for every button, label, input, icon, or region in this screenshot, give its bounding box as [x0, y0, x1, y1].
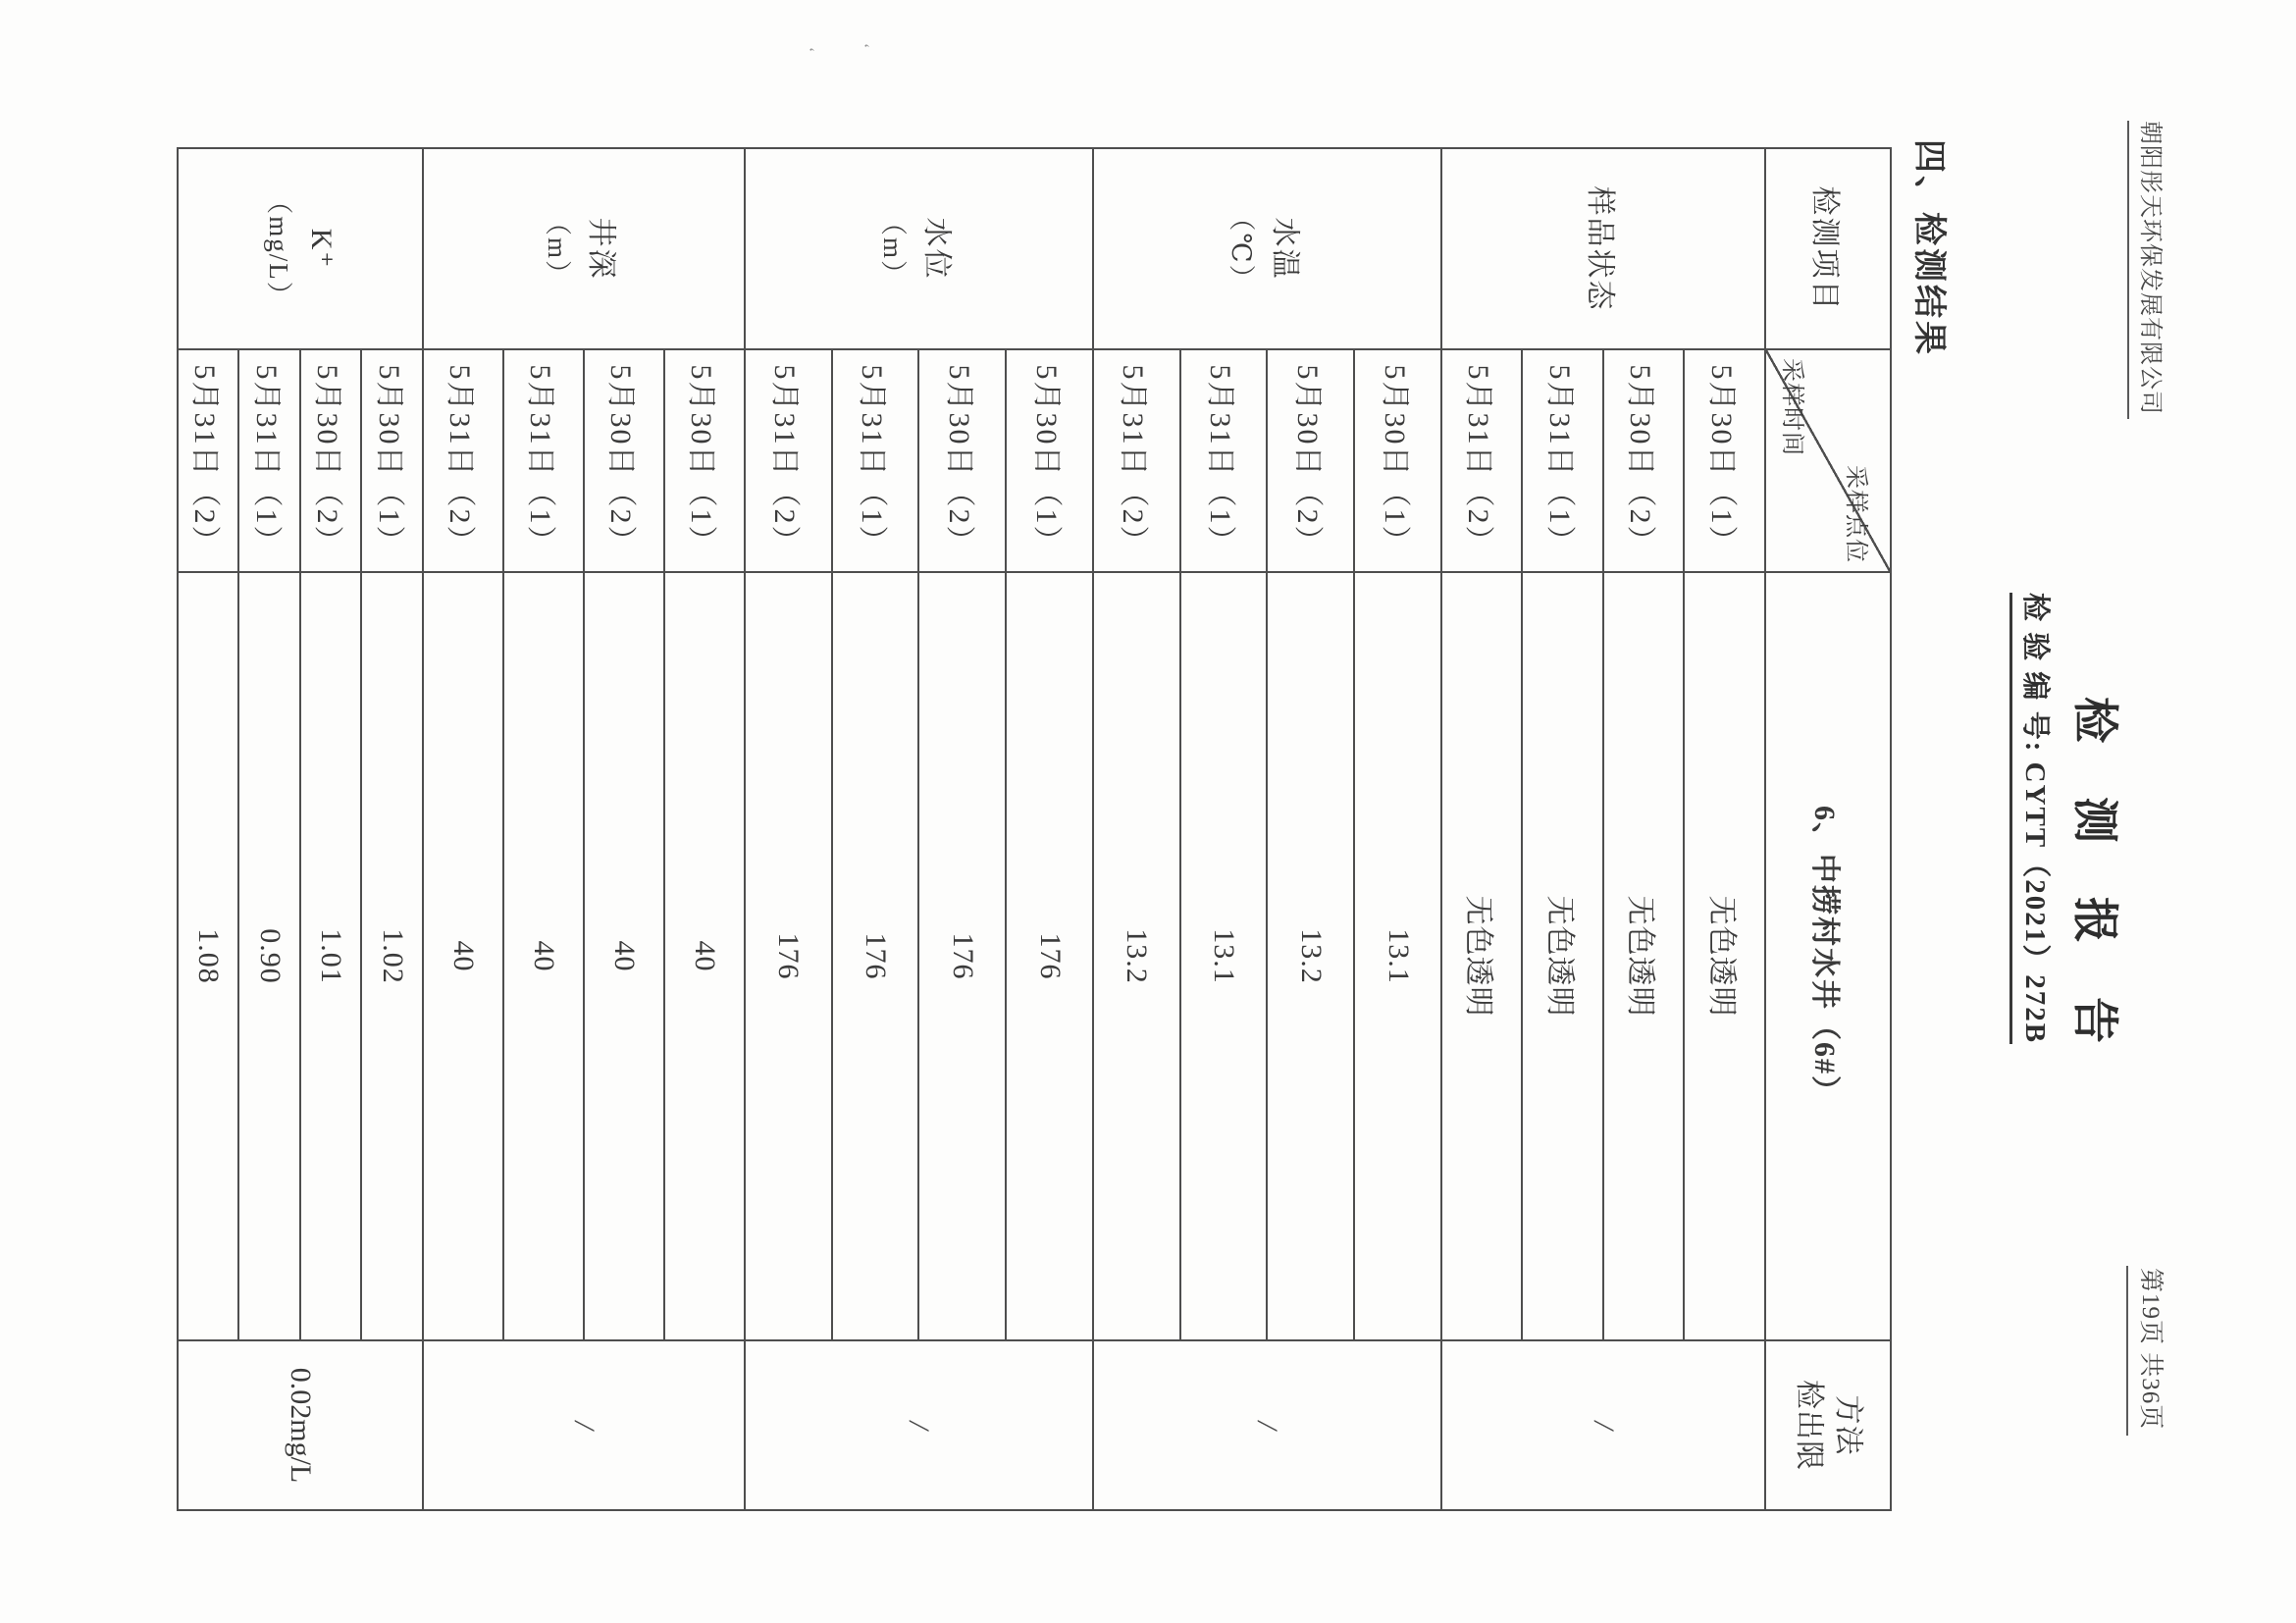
sampling-time-cell: 5月31日（2）: [745, 349, 832, 572]
table-row: [584, 148, 664, 1510]
item-label-cell: [178, 148, 423, 349]
sampling-time-cell: 5月31日（1）: [239, 349, 301, 572]
detection-limit-cell: 0.02mg/L: [178, 1340, 423, 1510]
sampling-time-cell: 5月31日（1）: [1523, 349, 1604, 572]
sampling-time-cell: 5月31日（1）: [1180, 349, 1268, 572]
detection-limit-cell: /: [1093, 1340, 1441, 1510]
result-value-cell: 无色透明: [1441, 572, 1523, 1340]
table-row: [1268, 148, 1355, 1510]
result-value-cell: 无色透明: [1685, 572, 1766, 1340]
item-label-cell: [745, 148, 1093, 349]
result-value-cell: 176: [919, 572, 1007, 1340]
result-value-cell: 40: [664, 572, 745, 1340]
scan-artifact: ʻ: [800, 47, 816, 53]
detection-limit-cell: /: [745, 1340, 1093, 1510]
result-value-cell: 176: [832, 572, 919, 1340]
detection-limit-cell: /: [1441, 1340, 1765, 1510]
section-heading: 四、检测结果: [1910, 139, 1947, 357]
result-value-cell: 40: [584, 572, 664, 1340]
table-row: [503, 148, 584, 1510]
result-value-cell: 1.02: [362, 572, 424, 1340]
sampling-time-cell: 5月30日（2）: [300, 349, 362, 572]
sampling-time-cell: 5月30日（1）: [664, 349, 745, 572]
item-label-line: （m）: [878, 208, 908, 288]
item-label-line: （mg/L）: [264, 187, 293, 310]
sampling-time-cell: 5月30日（1）: [1354, 349, 1441, 572]
sampling-time-cell: 5月30日（2）: [919, 349, 1007, 572]
detection-limit-line: 方法: [1832, 1394, 1865, 1456]
table-row: [300, 148, 362, 1510]
sampling-time-cell: 5月30日（2）: [1268, 349, 1355, 572]
item-label-line: （m）: [543, 208, 573, 288]
table-row: [832, 148, 919, 1510]
table-row: [423, 148, 503, 1510]
sampling-time-cell: 5月31日（2）: [1093, 349, 1180, 572]
table-row: [1354, 148, 1441, 1510]
table-row: [1006, 148, 1093, 1510]
table-row: [1523, 148, 1604, 1510]
table-row: [1685, 148, 1766, 1510]
item-label-line: 水位: [920, 217, 953, 281]
table-row: [664, 148, 745, 1510]
header-cell-diagonal: [1765, 349, 1891, 572]
sampling-time-cell: 5月30日（2）: [584, 349, 664, 572]
result-value-cell: 13.1: [1354, 572, 1441, 1340]
item-label-cell: [423, 148, 745, 349]
item-label-line: 井深: [585, 217, 618, 281]
sampling-time-cell: 5月30日（1）: [1685, 349, 1766, 572]
table-row: [1093, 148, 1180, 1510]
sampling-time-cell: 5月30日（2）: [1603, 349, 1685, 572]
results-table: [177, 147, 1892, 1511]
page-number: 第19页 共36页: [2126, 1266, 2170, 1436]
result-value-cell: 0.90: [239, 572, 301, 1340]
table-row: [1180, 148, 1268, 1510]
result-value-cell: 176: [1006, 572, 1093, 1340]
sampling-time-cell: 5月31日（2）: [1441, 349, 1523, 572]
item-label-line: 水温: [1269, 217, 1301, 281]
item-label-cell: [1093, 148, 1441, 349]
item-label-line: 样品状态: [1584, 185, 1616, 312]
sampling-time-cell: 5月31日（2）: [423, 349, 503, 572]
report-number-line: 检 验 编 号: CYTT（2021）272B: [2009, 593, 2058, 1044]
table-row: [239, 148, 301, 1510]
item-label-cell: [1441, 148, 1765, 349]
result-value-cell: 无色透明: [1523, 572, 1604, 1340]
result-value-cell: 13.2: [1093, 572, 1180, 1340]
item-label-line: K⁺: [305, 228, 338, 270]
diagonal-label-sampling-time: 采样时间: [1779, 358, 1804, 456]
table-row: [919, 148, 1007, 1510]
result-value-cell: 13.2: [1268, 572, 1355, 1340]
table-row: [1441, 148, 1523, 1510]
document-title: 检测报告: [2068, 697, 2119, 1097]
table-row: [362, 148, 424, 1510]
header-cell-item: 检测项目: [1765, 148, 1891, 349]
results-table-body: [178, 148, 1891, 1510]
sampling-time-cell: 5月30日（1）: [1006, 349, 1093, 572]
item-label-line: （℃）: [1226, 204, 1256, 293]
table-row: [178, 148, 239, 1510]
diagonal-label-sampling-point: 采样点位: [1843, 465, 1868, 563]
result-value-cell: 无色透明: [1603, 572, 1685, 1340]
sampling-time-cell: 5月30日（1）: [362, 349, 424, 572]
sampling-time-cell: 5月31日（1）: [503, 349, 584, 572]
result-value-cell: 13.1: [1180, 572, 1268, 1340]
company-name: 朝阳彤天环保发展有限公司: [2127, 121, 2170, 419]
table-row: [745, 148, 832, 1510]
detection-limit-line: 检出限: [1793, 1380, 1825, 1471]
sampling-time-cell: 5月31日（1）: [832, 349, 919, 572]
scan-artifact: ʻ: [855, 43, 871, 49]
result-value-cell: 40: [423, 572, 503, 1340]
header-cell-site: 6、中捞村水井（6#）: [1765, 572, 1891, 1340]
sampling-time-cell: 5月31日（2）: [178, 349, 239, 572]
result-value-cell: 40: [503, 572, 584, 1340]
result-value-cell: 176: [745, 572, 832, 1340]
header-cell-detection-limit: [1765, 1340, 1891, 1510]
result-value-cell: 1.01: [300, 572, 362, 1340]
table-row: [1603, 148, 1685, 1510]
result-value-cell: 1.08: [178, 572, 239, 1340]
detection-limit-cell: /: [423, 1340, 745, 1510]
